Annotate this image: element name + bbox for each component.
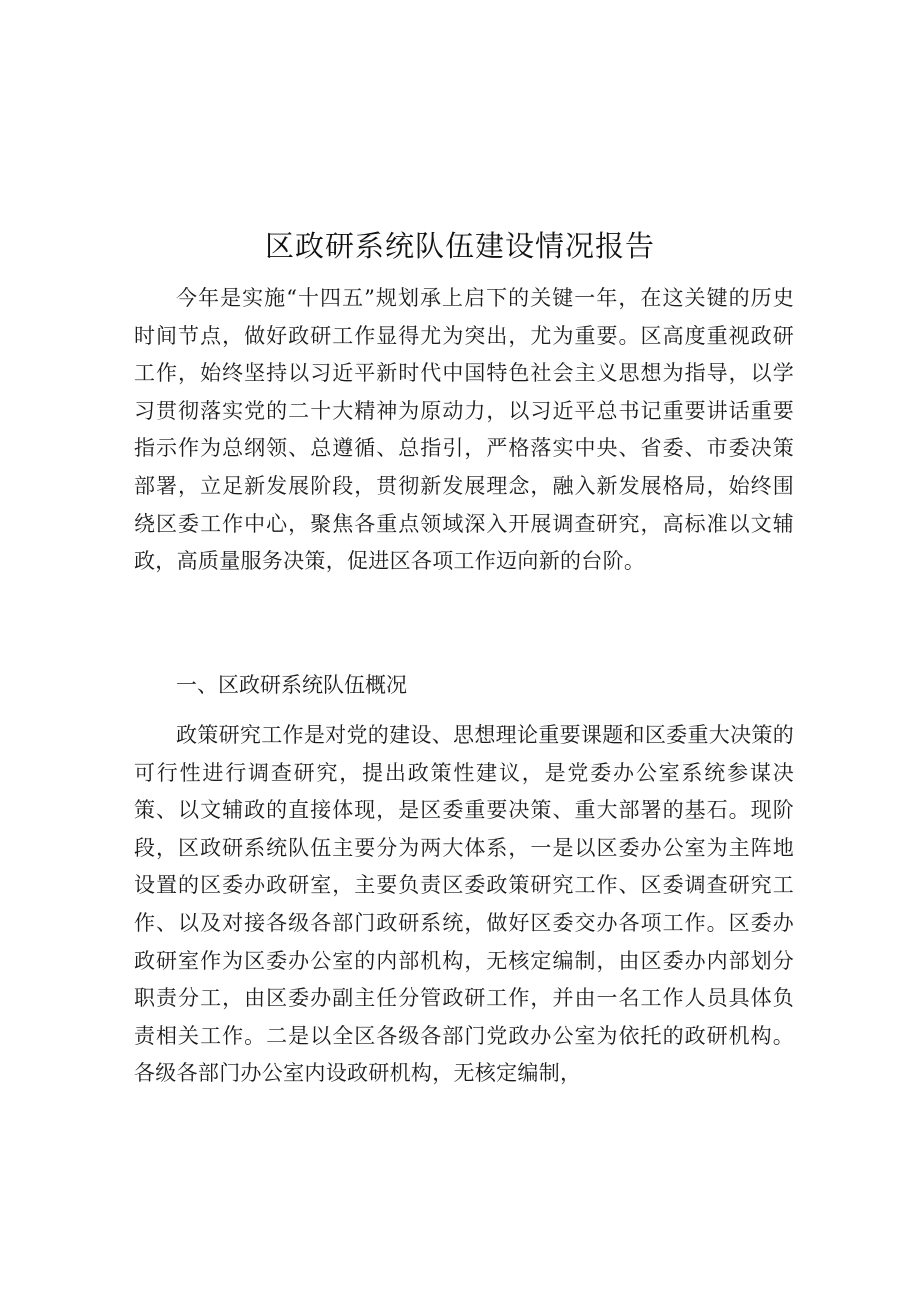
document-title: 区政研系统队伍建设情况报告 bbox=[264, 229, 655, 263]
section-heading-1: 一、区政研系统队伍概况 bbox=[176, 673, 407, 697]
section-1-paragraph: 政策研究工作是对党的建设、思想理论重要课题和区委重大决策的可行性进行调查研究，提出政策性建议，是党委办公室系统参谋决策、以文辅政的直接体现，是区委重要决策、重大部署的基石。现阶段，区政研系统队伍主要分为两大体系，一是以区委办公室为主阵地设置的区委办政研室，主要负责区委政策研究工作、区委调查研究工作、以及对接各级各部门政研系统，做好区委交办各项工作。区委办政研室作为区委办公室的内部机构，无核定编制，由区委办内部划分职责分工，由区委办副主任分管政研工作，并由一名工作人员具体负责相关工作。二是以全区各级各部门党政办公室为依托的政研机构。各级各部门办公室内设政研机构，无核定编制， bbox=[134, 723, 794, 1086]
intro-paragraph: 今年是实施“十四五”规划承上启下的关键一年，在这关键的历史时间节点，做好政研工作显得尤为突出，尤为重要。区高度重视政研工作，始终坚持以习近平新时代中国特色社会主义思想为指导，以学习贯彻落实党的二十大精神为原动力，以习近平总书记重要讲话重要指示作为总纲领、总遵循、总指引，严格落实中央、省委、市委决策部署，立足新发展阶段，贯彻新发展理念，融入新发展格局，始终围绕区委工作中心，聚焦各重点领域深入开展调查研究，高标准以文辅政，高质量服务决策，促进区各项工作迈向新的台阶。 bbox=[134, 286, 794, 574]
